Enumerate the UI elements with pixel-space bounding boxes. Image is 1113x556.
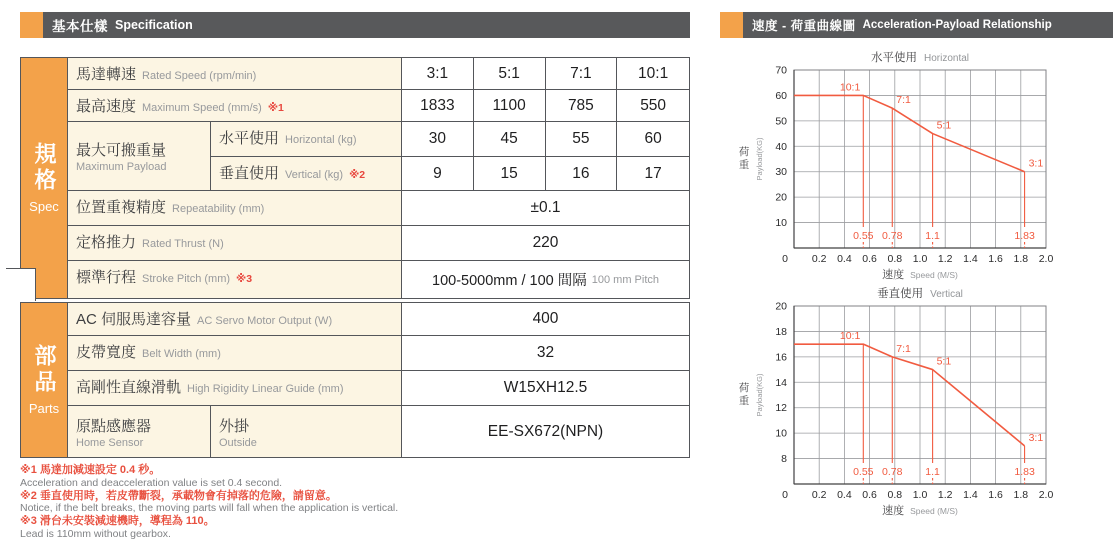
cell-max-speed-3: 785 (546, 90, 618, 122)
label-zh: 標準行程 (76, 269, 137, 286)
footnote-2-en: Notice, if the belt breaks, the moving parts will fall when the application is vertical. (20, 502, 399, 515)
row-stroke-label (68, 261, 402, 298)
svg-text:垂直使用Vertical: 垂直使用 Vertical (877, 288, 963, 300)
label-zh: 最高速度 (76, 98, 137, 115)
label-zh: 垂直使用 (219, 165, 280, 182)
sidebar-spec-en: Spec (29, 199, 59, 214)
label-zh: 馬達轉速 (76, 66, 137, 83)
svg-text:30: 30 (775, 166, 787, 179)
chart-title-en: Acceleration-Payload Relationship (862, 19, 1052, 31)
svg-text:10:1: 10:1 (839, 330, 861, 343)
svg-text:0.78: 0.78 (882, 230, 903, 242)
svg-text:0.4: 0.4 (837, 489, 852, 501)
spec-title-en: Specification (115, 18, 193, 32)
svg-text:1.4: 1.4 (963, 489, 978, 501)
svg-text:5:1: 5:1 (936, 355, 952, 368)
svg-text:20: 20 (775, 300, 787, 313)
svg-text:3:1: 3:1 (1028, 431, 1044, 444)
svg-text:0.2: 0.2 (811, 253, 827, 265)
svg-text:Payload(KG): Payload(KG) (755, 373, 764, 417)
svg-text:0.6: 0.6 (862, 253, 877, 265)
cell-rated-speed-3: 7:1 (546, 58, 618, 90)
svg-text:0.4: 0.4 (837, 253, 852, 265)
cell-payload-h-1: 30 (402, 122, 474, 157)
svg-text:0.8: 0.8 (887, 489, 903, 501)
row-max-speed-label (68, 90, 402, 122)
cell-payload-v-3: 16 (546, 157, 618, 191)
svg-text:0.6: 0.6 (862, 489, 877, 501)
parts-table (20, 302, 690, 458)
orange-marker-icon (20, 12, 43, 38)
row-guide-label (68, 371, 402, 406)
cell-max-speed-1: 1833 (402, 90, 474, 122)
spec-table (20, 57, 690, 299)
svg-text:1.4: 1.4 (963, 253, 978, 265)
svg-text:1.83: 1.83 (1014, 466, 1035, 478)
svg-text:3:1: 3:1 (1028, 157, 1044, 170)
svg-text:1.1: 1.1 (925, 466, 940, 478)
cell-max-speed-4: 550 (617, 90, 689, 122)
svg-text:0.78: 0.78 (882, 466, 903, 478)
row-motor-label (68, 303, 402, 336)
svg-text:16: 16 (775, 351, 787, 364)
svg-text:2.0: 2.0 (1038, 253, 1054, 265)
cell-guide: W15XH12.5 (402, 371, 689, 406)
label-zh: 水平使用 (219, 130, 280, 147)
vertical-usage-chart (730, 284, 1113, 518)
label-en: Belt Width (mm) (142, 348, 221, 360)
cell-belt: 32 (402, 336, 689, 371)
svg-text:40: 40 (775, 140, 787, 153)
cell-payload-h-4: 60 (617, 122, 689, 157)
footnote-ref: ※1 (267, 102, 284, 114)
cell-thrust: 220 (402, 226, 689, 261)
svg-text:0: 0 (782, 253, 788, 265)
stroke-value: 100-5000mm / 100 間隔 (432, 273, 587, 289)
svg-text:重: 重 (738, 395, 750, 407)
cell-sensor: EE-SX672(NPN) (402, 406, 689, 457)
cell-stroke (402, 261, 689, 298)
sidebar-parts-zh: 部品 (32, 344, 57, 396)
svg-text:1.1: 1.1 (925, 230, 940, 242)
svg-text:5:1: 5:1 (936, 119, 952, 132)
cell-payload-h-2: 45 (474, 122, 546, 157)
row-payload-horizontal-label (211, 122, 402, 157)
svg-text:20: 20 (775, 191, 787, 204)
svg-text:1.8: 1.8 (1013, 253, 1029, 265)
sidebar-parts-en: Parts (28, 401, 60, 416)
cell-payload-v-1: 9 (402, 157, 474, 191)
footnote-1-zh: ※1 馬達加減速設定 0.4 秒。 (20, 464, 161, 476)
row-sensor-label (68, 406, 211, 457)
cell-payload-v-4: 17 (617, 157, 689, 191)
row-repeatability-label (68, 191, 402, 226)
svg-text:荷: 荷 (738, 146, 750, 158)
corner-notch (6, 268, 36, 301)
cell-rated-speed-4: 10:1 (617, 58, 689, 90)
footnote-2-zh: ※2 垂直使用時，若皮帶斷裂，承載物會有掉落的危險，請留意。 (20, 489, 337, 502)
label-en: High Rigidity Linear Guide (mm) (187, 383, 344, 395)
svg-text:2.0: 2.0 (1038, 489, 1054, 501)
label-zh: 原點感應器 (76, 417, 152, 435)
label-en: Horizontal (kg) (285, 134, 357, 146)
svg-text:0.55: 0.55 (853, 230, 874, 242)
row-thrust-label (68, 226, 402, 261)
svg-text:18: 18 (775, 325, 787, 338)
svg-text:1.6: 1.6 (988, 489, 1003, 501)
cell-max-speed-2: 1100 (474, 90, 546, 122)
svg-text:Payload(KG): Payload(KG) (755, 137, 764, 181)
stroke-value-en: 100 mm Pitch (591, 273, 659, 286)
label-en: Maximum Speed (mm/s) (142, 102, 262, 114)
svg-text:水平使用Horizontal: 水平使用 Horizontal (870, 52, 970, 64)
row-payload-vertical-label (211, 157, 402, 191)
label-en: AC Servo Motor Output (W) (197, 315, 333, 327)
horizontal-usage-chart (730, 48, 1113, 282)
spec-header-bar (43, 12, 690, 38)
cell-payload-h-3: 55 (546, 122, 618, 157)
svg-text:7:1: 7:1 (896, 342, 911, 355)
sidebar-parts (21, 303, 68, 457)
row-sensor-sub-label (211, 406, 402, 457)
label-zh: AC 伺服馬達容量 (76, 311, 192, 328)
svg-text:1.2: 1.2 (937, 253, 953, 265)
label-en: Outside (219, 436, 257, 449)
svg-text:10: 10 (775, 217, 787, 230)
svg-text:10: 10 (775, 427, 787, 440)
cell-payload-v-2: 15 (474, 157, 546, 191)
svg-text:0.2: 0.2 (811, 489, 827, 501)
row-rated-speed-label (68, 58, 402, 90)
svg-text:1.6: 1.6 (988, 253, 1003, 265)
svg-text:荷: 荷 (738, 382, 750, 394)
footnote-ref: ※3 (236, 273, 253, 285)
svg-text:1.8: 1.8 (1013, 489, 1029, 501)
cell-rated-speed-2: 5:1 (474, 58, 546, 90)
footnote-3-en: Lead is 110mm without gearbox. (20, 527, 171, 540)
chart-header-bar (743, 12, 1113, 38)
cell-repeatability: ±0.1 (402, 191, 689, 226)
svg-text:0.8: 0.8 (887, 253, 903, 265)
footnote-1-en: Acceleration and deacceleration value is set 0.4 second. (20, 476, 283, 489)
svg-text:70: 70 (775, 64, 787, 77)
label-zh: 位置重複精度 (76, 199, 167, 216)
label-zh: 最大可搬重量 (76, 142, 167, 159)
footnotes (20, 464, 470, 541)
svg-text:8: 8 (781, 453, 787, 466)
svg-text:1.83: 1.83 (1014, 230, 1035, 242)
svg-text:0.55: 0.55 (853, 466, 874, 478)
cell-rated-speed-1: 3:1 (402, 58, 474, 90)
svg-text:1.2: 1.2 (937, 489, 953, 501)
label-en: Home Sensor (76, 436, 144, 449)
sidebar-spec-zh: 規格 (32, 142, 57, 194)
label-en: Repeatability (mm) (172, 203, 265, 215)
label-zh: 外掛 (219, 417, 250, 435)
label-en: Vertical (kg) (285, 169, 344, 181)
svg-text:60: 60 (775, 89, 787, 102)
label-zh: 定格推力 (76, 234, 137, 251)
chart-title-zh: 速度 - 荷重曲線圖 (752, 19, 856, 33)
label-en: Stroke Pitch (mm) (142, 273, 231, 285)
row-belt-label (68, 336, 402, 371)
label-zh: 皮帶寬度 (76, 344, 137, 361)
cell-motor: 400 (402, 303, 689, 336)
svg-text:0: 0 (782, 489, 788, 501)
footnote-ref: ※2 (349, 169, 366, 181)
footnote-3-zh: ※3 滑台未安裝減速機時，導程為 110。 (20, 515, 215, 528)
svg-text:12: 12 (775, 402, 787, 415)
svg-text:50: 50 (775, 115, 787, 128)
sidebar-spec (21, 58, 68, 298)
svg-text:14: 14 (775, 376, 787, 389)
chart-section-header (720, 12, 1113, 38)
label-en: Rated Speed (rpm/min) (142, 70, 257, 82)
svg-text:10:1: 10:1 (839, 81, 861, 94)
row-payload-label (68, 122, 211, 191)
svg-text:7:1: 7:1 (896, 94, 911, 107)
label-en: Maximum Payload (76, 161, 167, 173)
label-zh: 高剛性直線滑軌 (76, 379, 182, 396)
orange-marker-icon (720, 12, 743, 38)
spec-title-zh: 基本仕樣 (52, 19, 108, 34)
svg-text:1.0: 1.0 (912, 253, 928, 265)
svg-text:重: 重 (738, 159, 750, 171)
svg-text:速度Speed (M/S): 速度 Speed (M/S) (882, 505, 958, 517)
spec-section-header (20, 12, 690, 38)
svg-text:速度Speed (M/S): 速度 Speed (M/S) (882, 269, 958, 281)
svg-text:1.0: 1.0 (912, 489, 928, 501)
label-en: Rated Thrust (N) (142, 238, 224, 250)
